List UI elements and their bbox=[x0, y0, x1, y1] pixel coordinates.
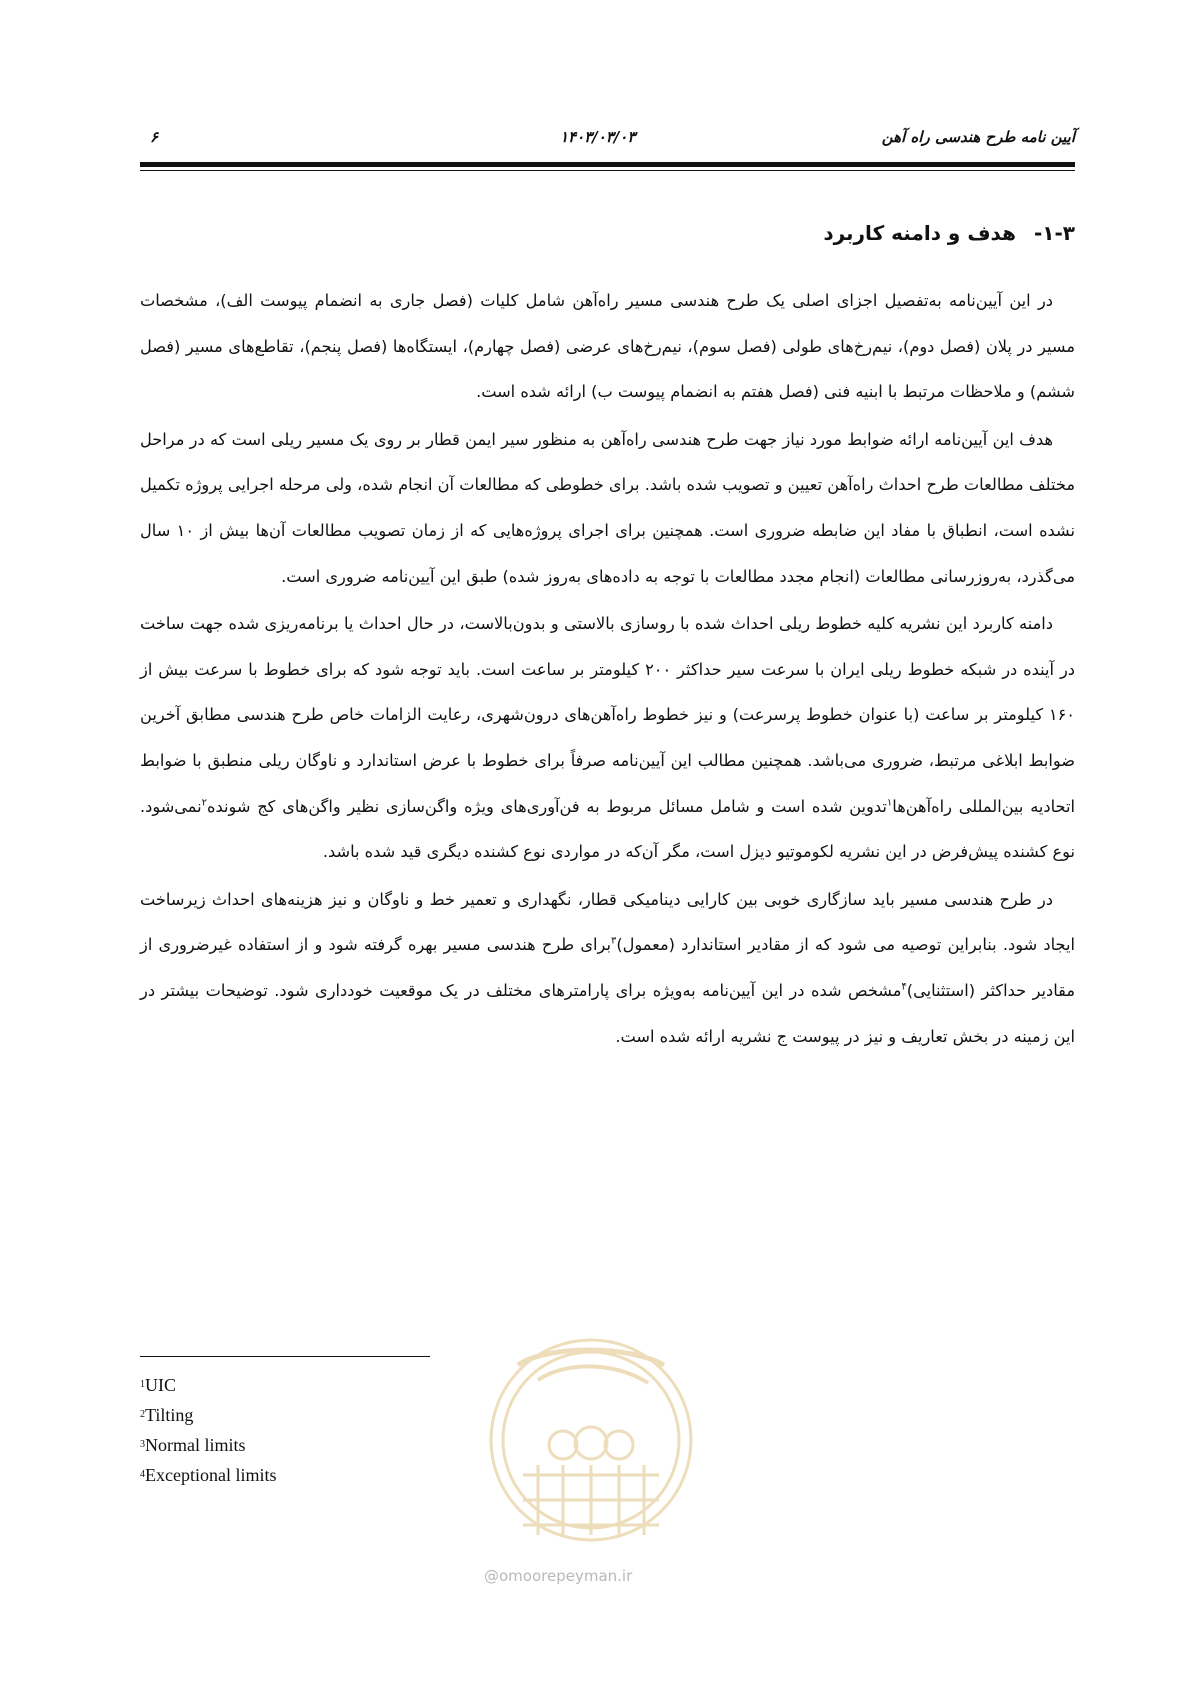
paragraph-3 bbox=[140, 601, 1075, 875]
paragraph-3-part-1: دامنه کاربرد این نشریه کلیه خطوط ریلی احداث شده با روسازی بالاستی و بدون‌بالاست، در حال احداث یا برنامه‌ریزی شده جهت ساخت در آینده در شبکه خطوط ریلی ایران با سرعت سیر حداکثر ۲۰۰ کیلومتر بر ساعت است. باید توجه شود که برای خطوط با سرعت بیش از ۱۶۰ کیلومتر بر ساعت (با عنوان خطوط پرسرعت) و نیز خطوط راه‌آهن‌های درون‌شهری، رعایت الزامات خاص طرح هندسی مطابق آخرین ضوابط ابلاغی مرتبط، ضروری می‌باشد. همچنین مطالب این آیین‌نامه صرفاً برای خطوط با عرض استاندارد و ناوگان ریلی منطبق با ضوابط اتحادیه بین‌المللی راه‌آهن‌ها bbox=[140, 614, 1075, 816]
footnote-ref-3[interactable]: ۳ bbox=[610, 935, 617, 947]
section-heading bbox=[823, 221, 1075, 245]
footnote-ref-2[interactable]: ۲ bbox=[201, 797, 208, 809]
section-number: ۱-۳- bbox=[1033, 221, 1075, 245]
footnote-3 bbox=[140, 1430, 460, 1460]
body-text bbox=[140, 278, 1075, 1061]
footnote-ref-1[interactable]: ۱ bbox=[886, 797, 893, 809]
section-title: هدف و دامنه کاربرد bbox=[823, 221, 1016, 245]
paragraph-4 bbox=[140, 877, 1075, 1059]
footnote-4 bbox=[140, 1460, 460, 1490]
header-rule-thin bbox=[140, 170, 1075, 171]
footnote-mark: 4 bbox=[140, 1469, 145, 1480]
footnote-mark: 2 bbox=[140, 1409, 145, 1420]
header-rule-thick bbox=[140, 162, 1075, 167]
paragraph-4-part-3: مشخص شده در این آیین‌نامه به‌ویژه برای پارامترهای مختلف در یک موقعیت خودداری شود. توضیحات بیشتر در این زمینه در بخش تعاریف و نیز در پیوست ج نشریه ارائه شده است. bbox=[140, 980, 1075, 1046]
footnote-2 bbox=[140, 1400, 460, 1430]
paragraph-1: در این آیین‌نامه به‌تفصیل اجزای اصلی یک طرح هندسی مسیر راه‌آهن شامل کلیات (فصل جاری به انضمام پیوست الف)، مشخصات مسیر در پلان (فصل دوم)، نیم‌رخ‌های طولی (فصل سوم)، نیم‌رخ‌های عرضی (فصل چهارم)، ایستگاه‌ها (فصل پنجم)، تقاطع‌های مسیر (فصل ششم) و ملاحظات مرتبط با ابنیه فنی (فصل هفتم به انضمام پیوست ب) ارائه شده است. bbox=[140, 291, 1075, 402]
footnote-text: UIC bbox=[145, 1375, 176, 1395]
watermark-url: @omoorepeyman.ir bbox=[484, 1567, 633, 1585]
header-date: ۱۴۰۳/۰۳/۰۳ bbox=[560, 128, 636, 146]
paragraph-4-part-2: برای طرح هندسی مسیر بهره گرفته شود و از استفاده غیرضروری از مقادیر حداکثر (استثنایی) bbox=[140, 935, 1076, 1000]
footnote-text: Normal limits bbox=[145, 1435, 246, 1455]
footnote-text: Tilting bbox=[145, 1405, 194, 1425]
footnote-1 bbox=[140, 1370, 460, 1400]
footnote-separator bbox=[140, 1356, 430, 1357]
document-title: آیین نامه طرح هندسی راه آهن bbox=[881, 128, 1075, 146]
page-number: ۶ bbox=[150, 128, 159, 146]
page-header bbox=[140, 128, 1075, 154]
watermark-logo-icon bbox=[478, 1325, 704, 1565]
paragraph-3-part-2: تدوین شده است و شامل مسائل مربوط به فن‌آوری‌های ویژه واگن‌سازی نظیر واگن‌های کج شونده bbox=[207, 796, 887, 816]
paragraph-4-part-1: در طرح هندسی مسیر باید سازگاری خوبی بین کارایی دینامیکی قطار، نگهداری و تعمیر خط و ناوگان و نیز هزینه‌های احداث زیرساخت ایجاد شود. بنابراین توصیه می شود که از مقادیر استاندارد (معمول) bbox=[140, 889, 1075, 955]
footnotes bbox=[140, 1370, 460, 1490]
footnote-mark: 1 bbox=[140, 1379, 145, 1390]
paragraph-3-part-3: نمی‌شود. نوع کشنده پیش‌فرض در این نشریه لکوموتیو دیزل است، مگر آن‌که در مواردی نوع کشنده دیگری قید شده باشد. bbox=[140, 796, 1075, 862]
footnote-text: Exceptional limits bbox=[145, 1465, 277, 1485]
paragraph-2: هدف این آیین‌نامه ارائه ضوابط مورد نیاز جهت طرح هندسی راه‌آهن به منظور سیر ایمن قطار بر روی یک مسیر ریلی است که در مراحل مختلف مطالعات طرح احداث راه‌آهن تعیین و تصویب شده باشد. برای خطوطی که مطالعات آن انجام شده، ولی مرحله اجرایی پروژه تکمیل نشده است، انطباق با مفاد این ضابطه ضروری است. همچنین برای اجرای پروژه‌هایی که از زمان تصویب مطالعات آن‌ها بیش از ۱۰ سال می‌گذرد، به‌روزرسانی مطالعات (انجام مجدد مطالعات با توجه به داده‌های به‌روز شده) طبق این آیین‌نامه ضروری است. bbox=[140, 429, 1075, 586]
footnote-ref-4[interactable]: ۴ bbox=[901, 981, 907, 993]
footnote-mark: 3 bbox=[140, 1439, 145, 1450]
